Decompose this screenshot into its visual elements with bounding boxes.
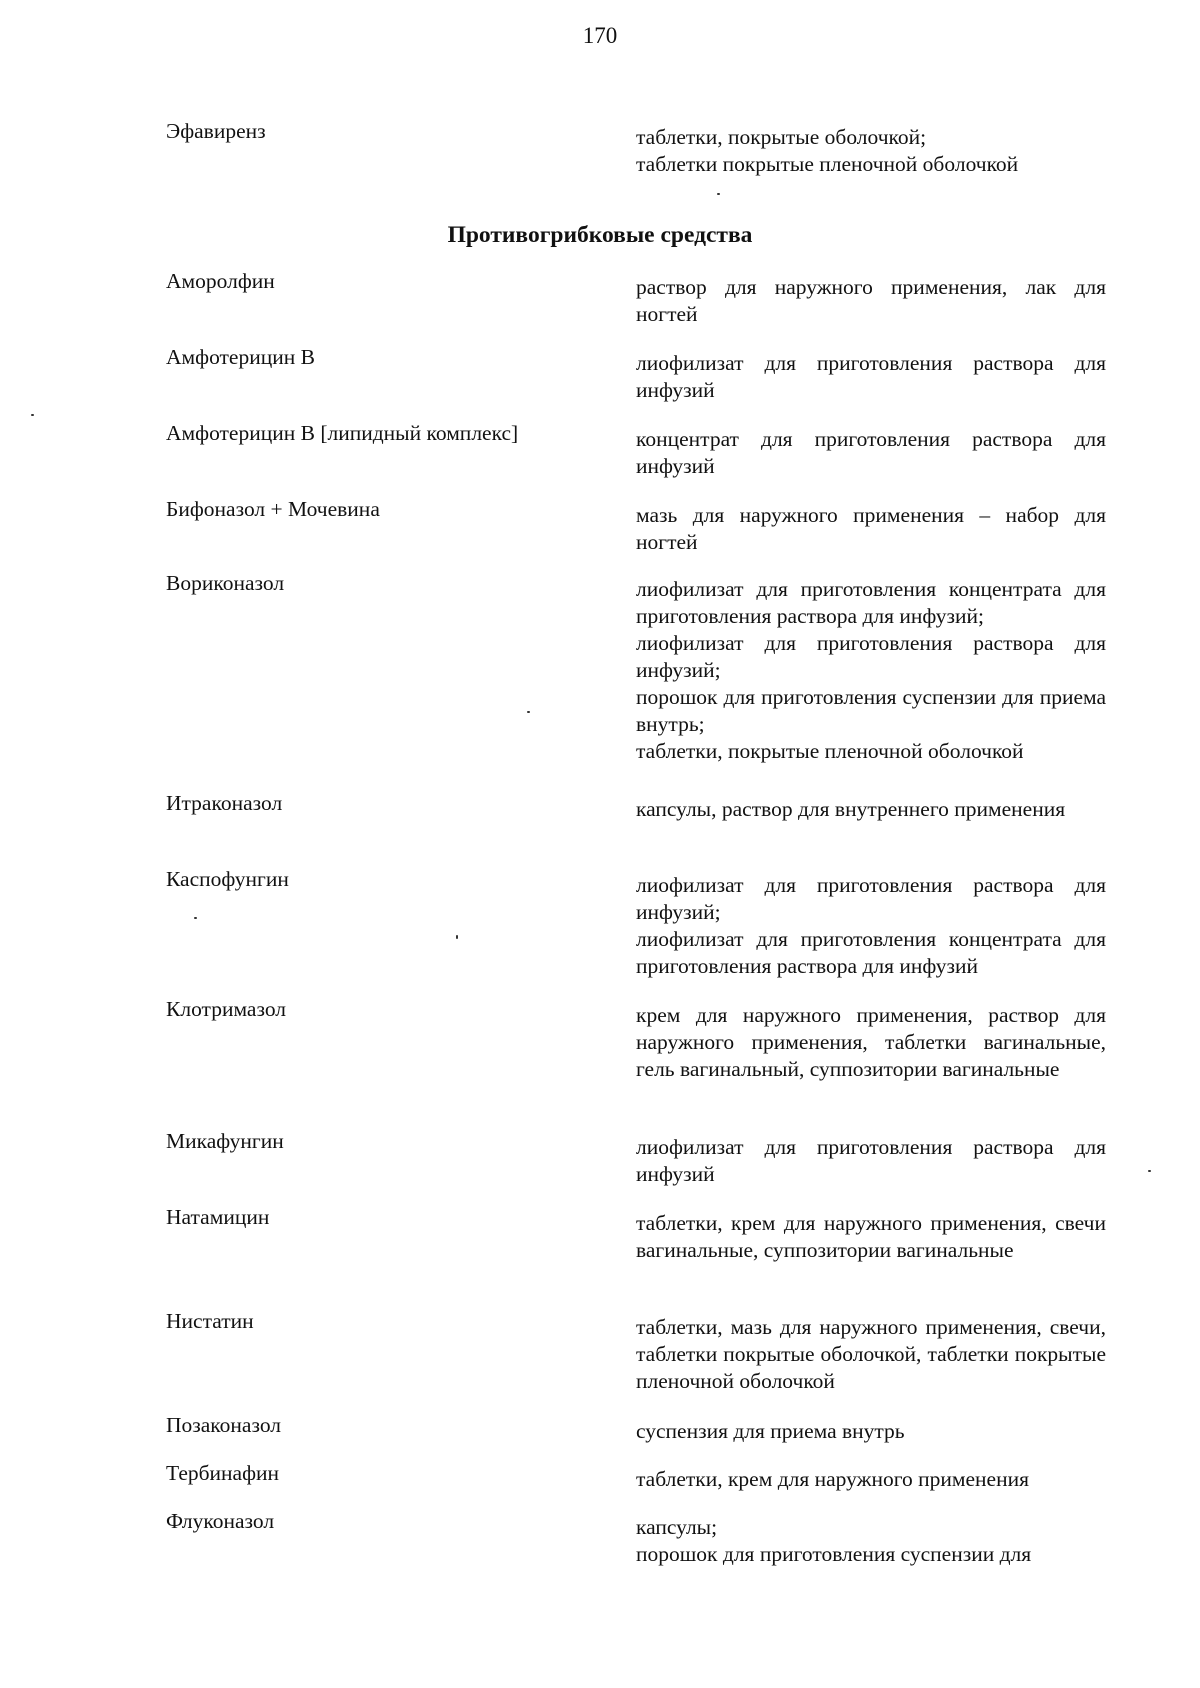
drug-name: Амфотерицин В [липидный комплекс] [166,421,519,445]
drug-entry [166,420,1106,480]
dosage-forms [636,268,1106,328]
dosage-form-line: лиофилизат для приготовления раствора для инфузий; [636,873,1106,924]
dosage-form-line: таблетки, покрытые пленочной оболочкой [636,739,1024,763]
drug-name: Амфотерицин В [166,345,315,369]
drug-entry [166,1412,1106,1445]
dosage-forms [636,496,1106,556]
drug-name: Каспофунгин [166,867,289,891]
dosage-form-line: капсулы, раствор для внутреннего применения [636,797,1066,821]
dosage-forms [636,996,1106,1083]
scan-speck [456,935,458,939]
dosage-form-line: лиофилизат для приготовления раствора для инфузий [636,351,1106,402]
drug-entry [166,1508,1106,1568]
drug-name: Натамицин [166,1205,270,1229]
drug-entry [166,268,1106,328]
drug-entry [166,1128,1106,1188]
section-title: Противогрибковые средства [447,222,753,248]
drug-name: Аморолфин [166,269,275,293]
scan-speck [31,414,34,416]
dosage-form-line: таблетки, мазь для наружного применения, свечи, таблетки покрытые оболочкой, таблетки покрытые пленочной оболочкой [636,1315,1106,1393]
drug-name: Бифоназол + Мочевина [166,497,380,521]
dosage-forms [636,1460,1106,1493]
drug-entry [166,118,1106,178]
drug-entry [166,1308,1106,1395]
scan-speck [194,917,197,919]
dosage-form-line: мазь для наружного применения – набор для ногтей [636,503,1106,554]
drug-name: Клотримазол [166,997,287,1021]
dosage-forms [636,1204,1106,1264]
dosage-form-line: капсулы; [636,1515,718,1539]
dosage-forms [636,866,1106,980]
dosage-forms [636,790,1106,823]
dosage-form-line: раствор для наружного применения, лак для ногтей [636,275,1106,326]
dosage-form-line: концентрат для приготовления раствора для инфузий [636,427,1106,478]
drug-entry [166,570,1106,765]
drug-name: Итраконазол [166,791,283,815]
dosage-form-line: порошок для приготовления суспензии для приема внутрь; [636,685,1106,736]
dosage-forms [636,118,1106,178]
drug-entry [166,866,1106,980]
dosage-forms [636,344,1106,404]
dosage-forms [636,570,1106,765]
drug-name: Нистатин [166,1309,254,1333]
dosage-forms [636,420,1106,480]
dosage-forms [636,1128,1106,1188]
dosage-form-line: таблетки, крем для наружного применения [636,1467,1029,1491]
dosage-form-line: лиофилизат для приготовления раствора для инфузий [636,1135,1106,1186]
drug-entry [166,996,1106,1083]
scan-speck [717,193,720,195]
dosage-form-line: порошок для приготовления суспензии для [636,1542,1032,1566]
dosage-form-line: таблетки, крем для наружного применения, свечи вагинальные, суппозитории вагинальные [636,1211,1106,1262]
drug-entry [166,344,1106,404]
page-number: 170 [582,23,618,48]
drug-entry [166,790,1106,823]
dosage-forms [636,1308,1106,1395]
drug-name: Вориконазол [166,571,285,595]
drug-name: Эфавиренз [166,119,266,143]
dosage-forms [636,1508,1106,1568]
dosage-forms [636,1412,1106,1445]
drug-name: Флуконазол [166,1509,275,1533]
drug-name: Микафунгин [166,1129,284,1153]
dosage-form-line: суспензия для приема внутрь [636,1419,905,1443]
dosage-form-line: лиофилизат для приготовления раствора для инфузий; [636,631,1106,682]
drug-name: Позаконазол [166,1413,282,1437]
scan-speck [527,711,530,713]
drug-entry [166,1460,1106,1493]
drug-entry [166,1204,1106,1264]
dosage-form-line: крем для наружного применения, раствор для наружного применения, таблетки вагинальные, гель вагинальный, суппозитории вагинальные [636,1003,1106,1081]
scan-speck [1148,1170,1151,1172]
dosage-form-line: таблетки покрытые пленочной оболочкой [636,152,1019,176]
drug-name: Тербинафин [166,1461,280,1485]
drug-entry [166,496,1106,556]
dosage-form-line: таблетки, покрытые оболочкой; [636,125,927,149]
dosage-form-line: лиофилизат для приготовления концентрата для приготовления раствора для инфузий; [636,577,1106,628]
dosage-form-line: лиофилизат для приготовления концентрата для приготовления раствора для инфузий [636,927,1106,978]
